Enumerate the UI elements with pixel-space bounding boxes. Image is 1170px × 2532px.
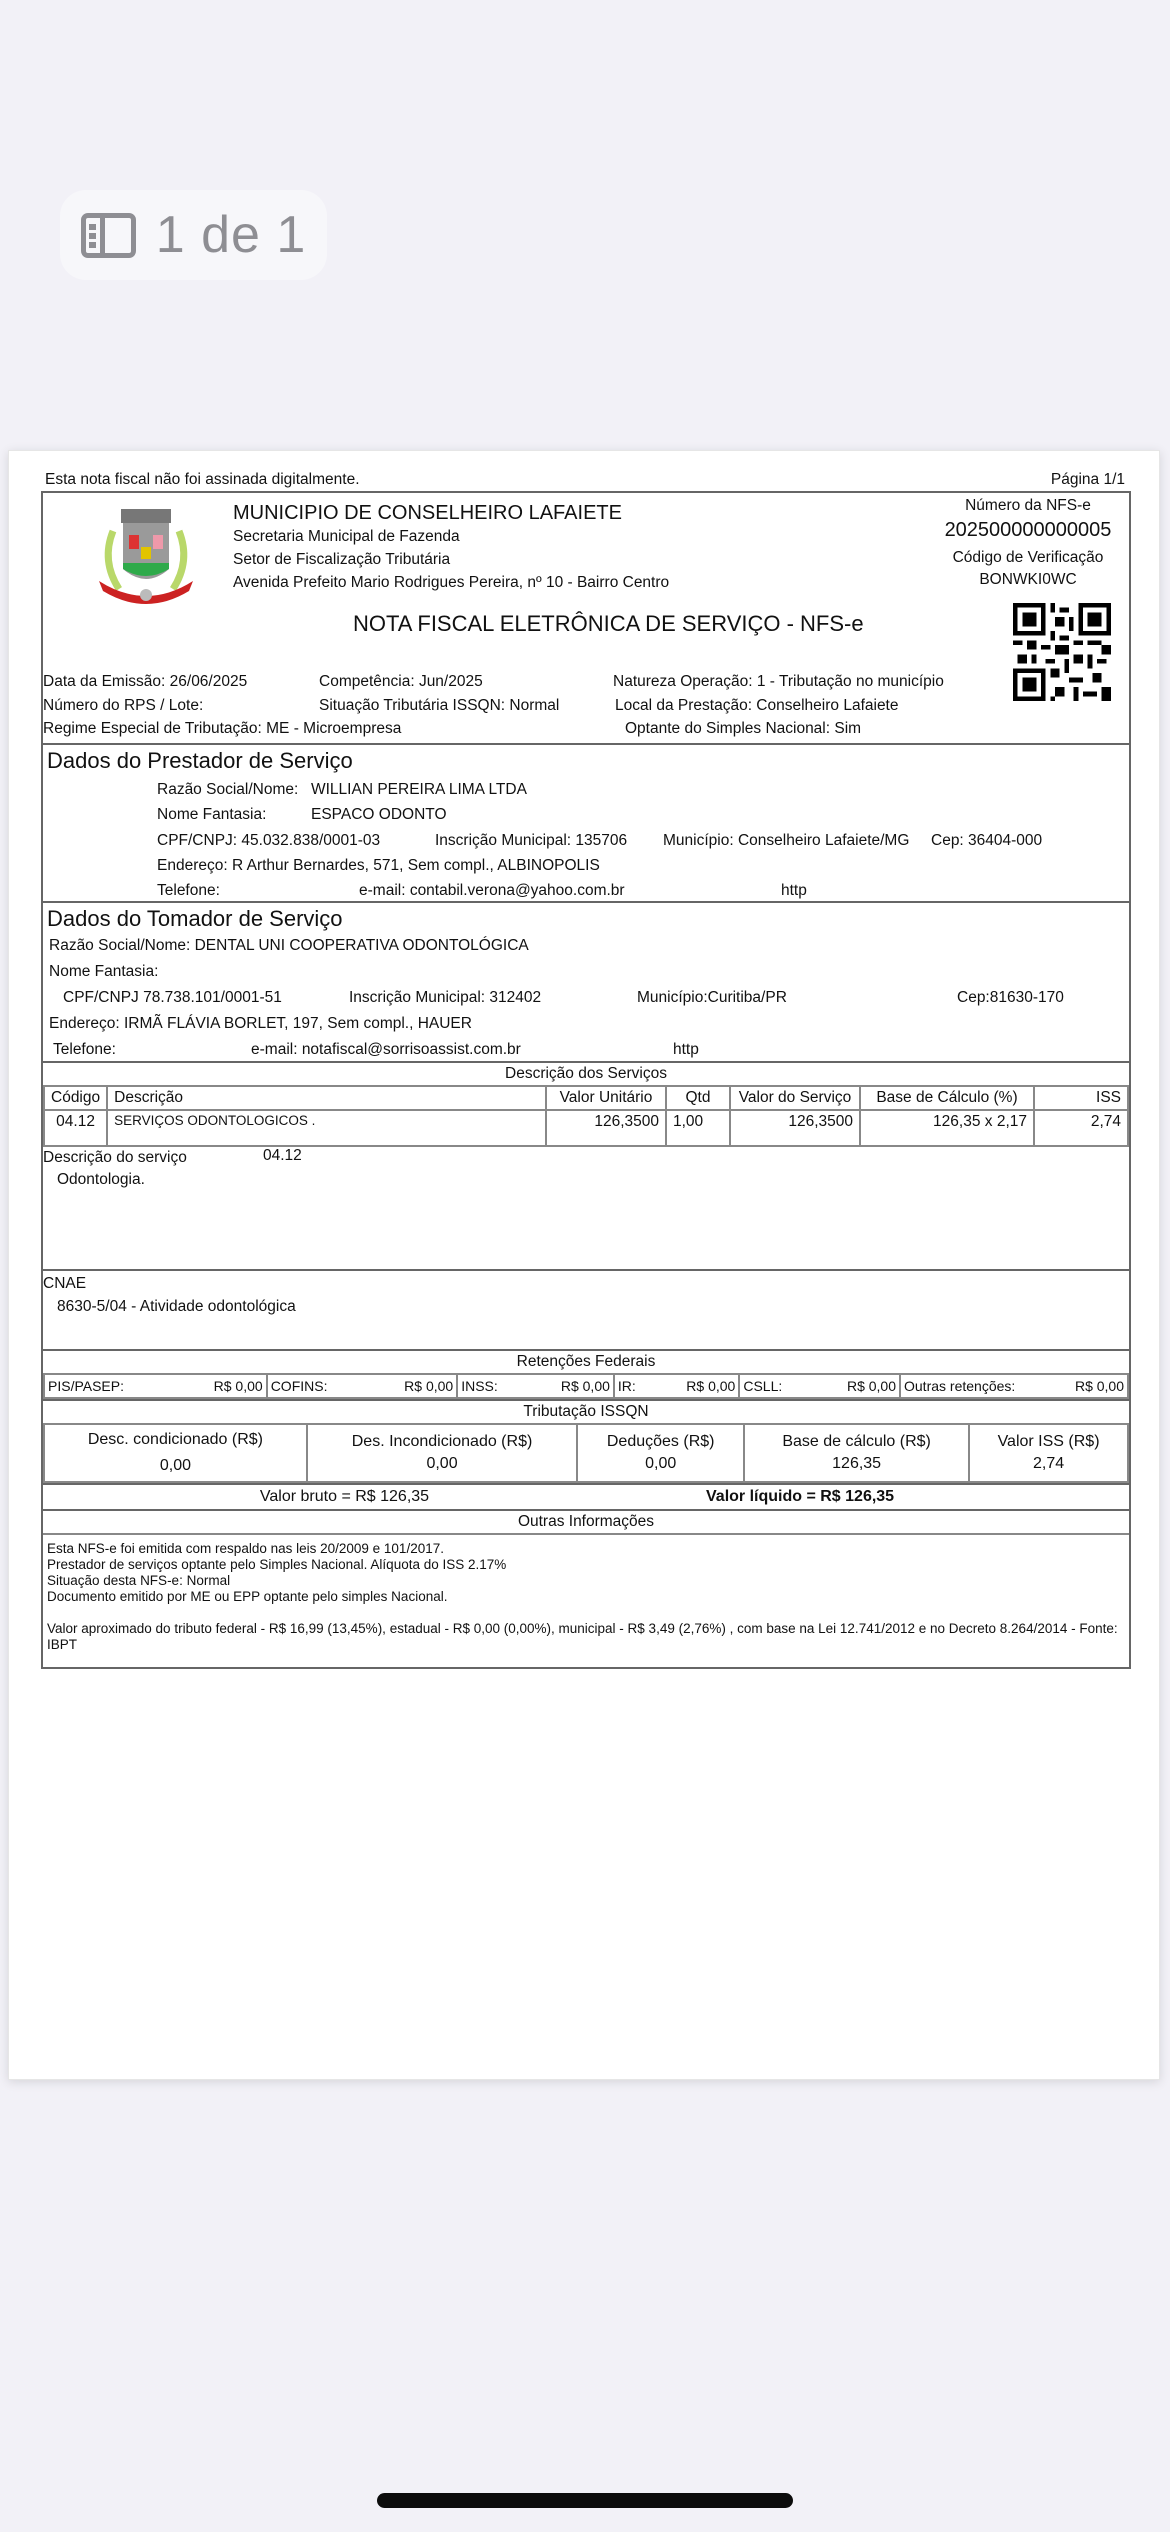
taker-address: Endereço: IRMÃ FLÁVIA BORLET, 197, Sem compl., HAUER (49, 1015, 472, 1032)
deductions-value: 0,00 (645, 1455, 677, 1472)
unconditional-discount-label: Des. Incondicionado (R$) (351, 1433, 533, 1450)
csll-value: R$ 0,00 (846, 1378, 896, 1394)
simples-option: Optante do Simples Nacional: Sim (625, 720, 862, 737)
taker-email: e-mail: notafiscal@sorrisoassist.com.br (251, 1041, 521, 1058)
municipality-address: Avenida Prefeito Mario Rodrigues Pereira, nº 10 - Bairro Centro (233, 574, 670, 591)
tax-regime: Regime Especial de Tributação: ME - Microempresa (43, 720, 402, 737)
col-description: Descrição (107, 1086, 546, 1110)
other-info-section (43, 1511, 1129, 1667)
rps-number: Número do RPS / Lote: (43, 697, 204, 714)
emission-date: Data da Emissão: 26/06/2025 (43, 673, 248, 690)
taker-title: Dados do Tomador de Serviço (47, 906, 343, 931)
nfse-number: 202500000000005 (944, 519, 1112, 541)
col-iss: ISS (1034, 1086, 1128, 1110)
provider-address: Endereço: R Arthur Bernardes, 571, Sem compl., ALBINOPOLIS (157, 857, 600, 874)
unconditional-discount-value: 0,00 (426, 1455, 458, 1472)
municipal-crest-icon (91, 501, 201, 611)
provider-cep: Cep: 36404-000 (931, 832, 1043, 849)
sector: Setor de Fiscalização Tributária (233, 551, 451, 568)
page-count: 1 de 1 (155, 206, 307, 264)
service-desc-code: 04.12 (263, 1147, 302, 1164)
cnae-value: 8630-5/04 - Atividade odontológica (57, 1298, 296, 1315)
sidebar-icon (81, 213, 136, 258)
provider-name: WILLIAN PEREIRA LIMA LTDA (311, 781, 527, 798)
retentions-title: Retenções Federais (516, 1353, 656, 1370)
csll-label: CSLL: (743, 1378, 783, 1394)
taker-section (43, 903, 1129, 1063)
gross-value: Valor bruto = R$ 126,35 (259, 1488, 430, 1505)
cnae-label: CNAE (43, 1275, 87, 1292)
taker-municipal-registration: Inscrição Municipal: 312402 (349, 989, 542, 1006)
provider-section (43, 745, 1129, 903)
row-iss: 2,74 (1034, 1110, 1128, 1146)
ir-value: R$ 0,00 (686, 1378, 736, 1394)
provider-municipal-registration: Inscrição Municipal: 135706 (435, 832, 628, 849)
iss-value-label: Valor ISS (R$) (997, 1433, 1100, 1450)
services-table (43, 1085, 1129, 1147)
services-title: Descrição dos Serviços (505, 1065, 667, 1082)
deductions-label: Deduções (R$) (606, 1433, 715, 1450)
page-number: Página 1/1 (1050, 471, 1125, 488)
iss-value: 2,74 (1032, 1455, 1065, 1472)
inss-label: INSS: (461, 1378, 498, 1394)
cofins-value: R$ 0,00 (404, 1378, 454, 1394)
service-description (43, 1147, 1129, 1269)
qr-code-icon (1013, 603, 1111, 701)
service-desc-text: Odontologia. (57, 1171, 145, 1188)
other-retentions-label: Outras retenções: (904, 1378, 1016, 1394)
row-unit-value: 126,3500 (546, 1110, 666, 1146)
document-title: NOTA FISCAL ELETRÔNICA DE SERVIÇO - NFS-e (353, 611, 864, 636)
verification-code: BONWKI0WC (979, 571, 1077, 588)
other-info-text (43, 1535, 1129, 1667)
taker-name: Razão Social/Nome: DENTAL UNI COOPERATIVA ODONTOLÓGICA (49, 937, 529, 954)
col-service-value: Valor do Serviço (730, 1086, 860, 1110)
nfse-number-label: Número da NFS-e (965, 497, 1091, 514)
taker-site: http (673, 1041, 699, 1058)
pis-value: R$ 0,00 (213, 1378, 263, 1394)
secretariat: Secretaria Municipal de Fazenda (233, 528, 460, 545)
issqn-title: Tributação ISSQN (523, 1403, 649, 1420)
info-line: Prestador de serviços optante pelo Simples Nacional. Alíquota do ISS 2.17% (47, 1557, 507, 1572)
calc-base-label: Base de cálculo (R$) (782, 1433, 931, 1450)
federal-retentions (43, 1351, 1129, 1401)
taker-fantasy: Nome Fantasia: (49, 963, 159, 980)
info-line: Esta NFS-e foi emitida com respaldo nas leis 20/2009 e 101/2017. (47, 1541, 444, 1556)
operation-nature: Natureza Operação: 1 - Tributação no município (613, 673, 944, 690)
inss-value: R$ 0,00 (560, 1378, 610, 1394)
taker-cnpj: CPF/CNPJ 78.738.101/0001-51 (63, 989, 282, 1006)
info-line: Situação desta NFS-e: Normal (47, 1573, 231, 1588)
cnae-section (43, 1271, 1129, 1351)
document-page (8, 450, 1160, 2080)
conditional-discount-value: 0,00 (159, 1457, 191, 1474)
row-qty: 1,00 (666, 1110, 730, 1146)
provider-email: e-mail: contabil.verona@yahoo.com.br (359, 882, 625, 899)
other-info-title: Outras Informações (43, 1511, 1129, 1535)
taker-city: Município:Curitiba/PR (637, 989, 787, 1006)
totals-row (43, 1485, 1129, 1511)
col-qty: Qtd (666, 1086, 730, 1110)
row-code: 04.12 (44, 1110, 107, 1146)
provider-title: Dados do Prestador de Serviço (47, 748, 353, 773)
ir-label: IR: (617, 1378, 636, 1394)
row-description: SERVIÇOS ODONTOLOGICOS . (107, 1110, 546, 1146)
verification-label: Código de Verificação (952, 549, 1104, 566)
service-desc-label: Descrição do serviço (43, 1149, 187, 1166)
page-indicator[interactable] (60, 190, 327, 280)
taker-phone: Telefone: (53, 1041, 116, 1058)
service-place: Local da Prestação: Conselheiro Lafaiete (615, 697, 899, 714)
services-section (43, 1063, 1129, 1271)
row-calc-base: 126,35 x 2,17 (860, 1110, 1034, 1146)
table-row (44, 1110, 1128, 1146)
provider-phone: Telefone: (157, 882, 220, 899)
issqn-table (43, 1423, 1129, 1483)
municipality-name: MUNICIPIO DE CONSELHEIRO LAFAIETE (233, 502, 622, 524)
competence: Competência: Jun/2025 (319, 673, 483, 690)
tax-situation: Situação Tributária ISSQN: Normal (319, 697, 560, 714)
provider-city: Município: Conselheiro Lafaiete/MG (663, 832, 910, 849)
info-line-tax-estimate: Valor aproximado do tributo federal - R$ 16,99 (13,45%), estadual - R$ 0,00 (0,00%), municipal - R$ 3,49 (2,76%) , com base na Lei 12.741/2012 e no Decreto 8.264/2014 - Fonte: IBPT (47, 1621, 1118, 1652)
col-code: Código (44, 1086, 107, 1110)
row-service-value: 126,3500 (730, 1110, 860, 1146)
pis-label: PIS/PASEP: (48, 1378, 124, 1394)
col-unit-value: Valor Unitário (546, 1086, 666, 1110)
nfse-document (41, 469, 1131, 1669)
services-header-row (44, 1086, 1128, 1110)
net-value: Valor líquido = R$ 126,35 (706, 1488, 895, 1505)
other-retentions-value: R$ 0,00 (1074, 1378, 1124, 1394)
home-indicator[interactable] (377, 2493, 793, 2508)
issqn-section (43, 1401, 1129, 1485)
retentions-table (43, 1373, 1129, 1399)
conditional-discount-label: Desc. condicionado (R$) (87, 1431, 264, 1448)
provider-cnpj: CPF/CNPJ: 45.032.838/0001-03 (157, 832, 381, 849)
nfse-header (43, 493, 1129, 745)
provider-name-label: Razão Social/Nome: (157, 781, 299, 798)
col-calc-base: Base de Cálculo (%) (860, 1086, 1034, 1110)
calc-base-value: 126,35 (832, 1455, 882, 1472)
signature-note: Esta nota fiscal não foi assinada digitalmente. (45, 471, 360, 488)
info-line: Documento emitido por ME ou EPP optante pelo simples Nacional. (47, 1589, 448, 1604)
taker-cep: Cep:81630-170 (957, 989, 1064, 1006)
provider-site: http (781, 882, 807, 899)
provider-fantasy-label: Nome Fantasia: (157, 806, 267, 823)
provider-fantasy: ESPACO ODONTO (311, 806, 447, 823)
cofins-label: COFINS: (270, 1378, 328, 1394)
